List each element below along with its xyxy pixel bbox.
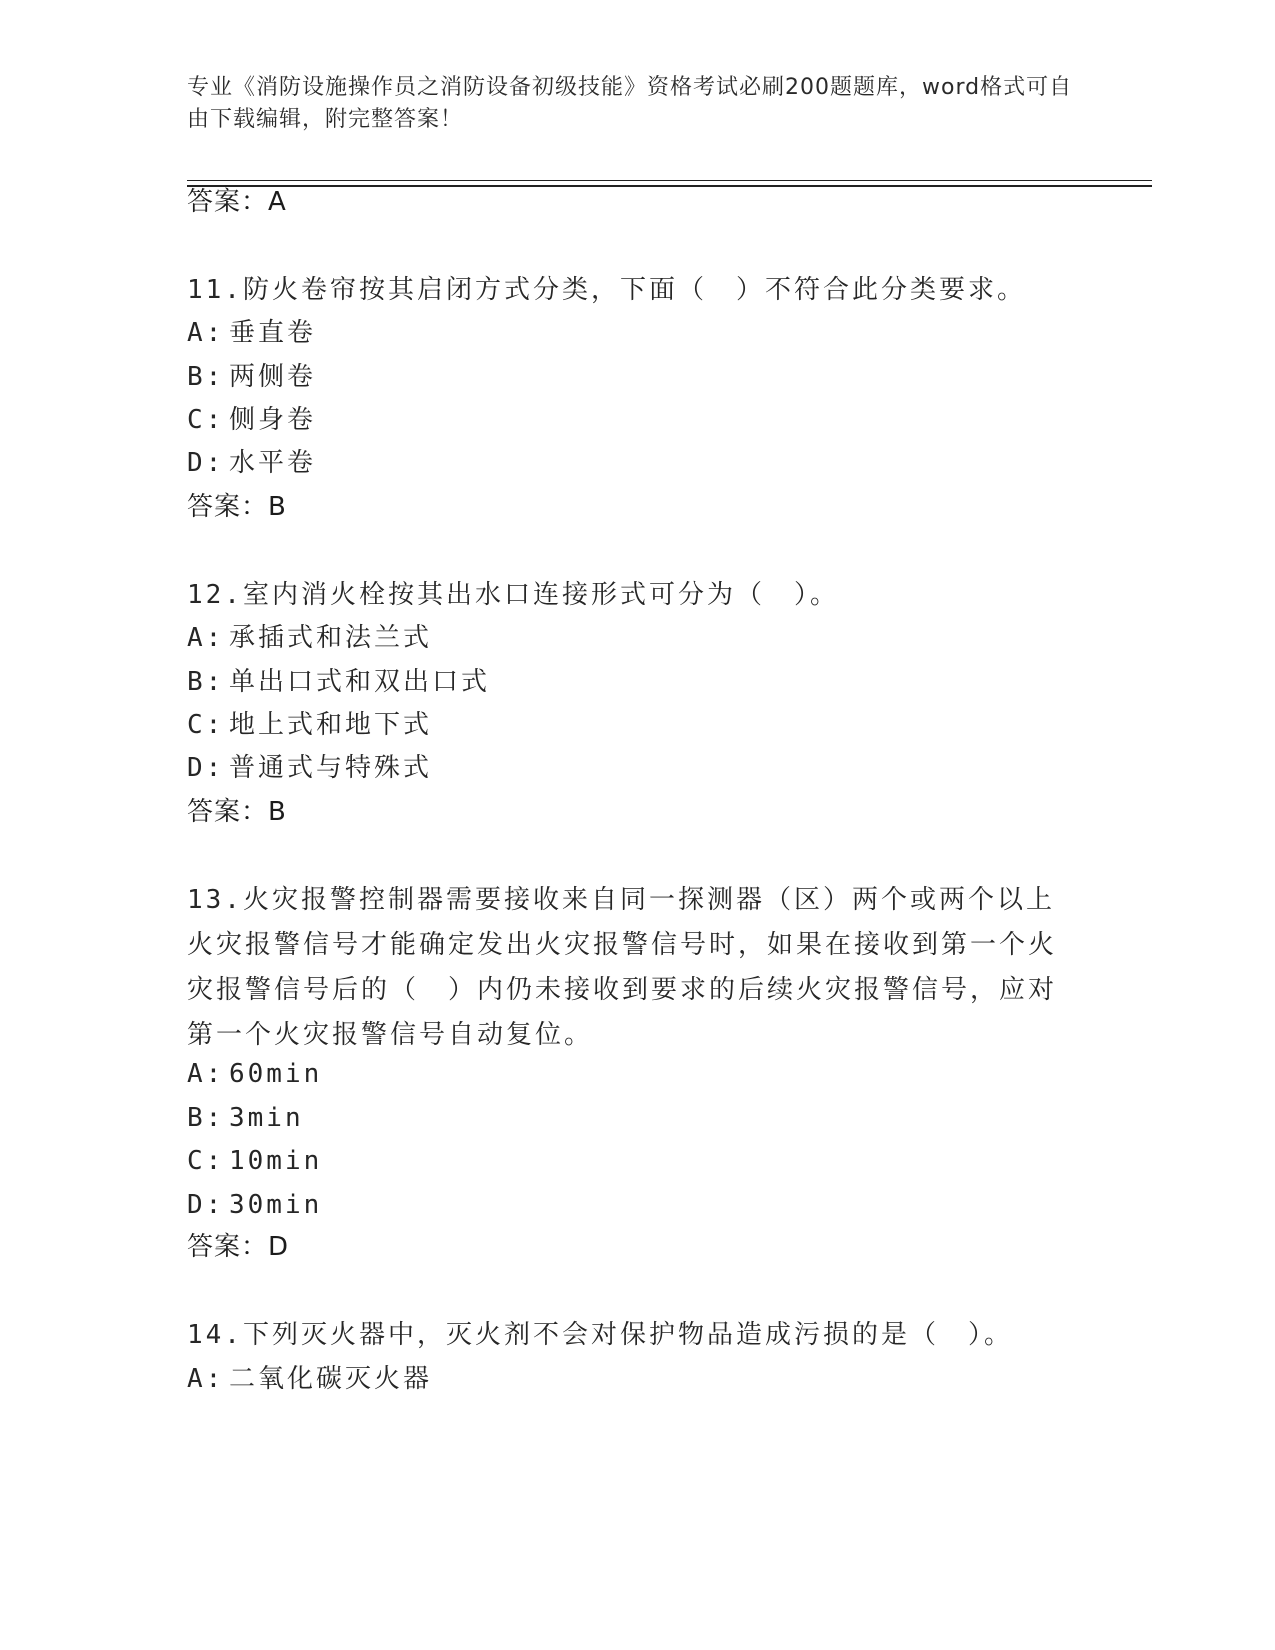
option-text: 垂直卷 [229, 318, 317, 348]
question-12-option-c [187, 703, 432, 748]
question-11-option-a [187, 311, 316, 356]
option-text: 承插式和法兰式 [229, 623, 433, 653]
question-13-option-b [187, 1096, 304, 1141]
question-13-stem: 13.火灾报警控制器需要接收来自同一探测器（区）两个或两个以上火灾报警信号才能确定发出火灾报警信号时，如果在接收到第一个火灾报警信号后的（ ）内仍未接收到要求的后续火灾报警信号，应对第一个火灾报警信号自动复位。 [187, 885, 1058, 1050]
question-13-option-a [187, 1052, 322, 1097]
answer-line-q12 [187, 790, 287, 835]
option-text: 单出口式和双出口式 [229, 667, 491, 697]
header-divider [187, 180, 1152, 187]
answer-value: A [268, 187, 287, 217]
answer-label: 答案： [187, 1232, 269, 1262]
option-key: C: [187, 405, 225, 435]
question-12-option-a [187, 616, 432, 661]
option-text: 60min [229, 1059, 323, 1089]
option-key: D: [187, 753, 225, 783]
answer-label: 答案： [187, 187, 269, 217]
option-text: 侧身卷 [229, 405, 317, 435]
answer-value: D [268, 1232, 290, 1262]
option-key: A: [187, 623, 225, 653]
question-11-stem: 11.防火卷帘按其启闭方式分类，下面（ ）不符合此分类要求。 [187, 275, 1026, 305]
option-key: C: [187, 710, 225, 740]
option-key: A: [187, 318, 225, 348]
option-text: 两侧卷 [229, 362, 317, 392]
answer-label: 答案： [187, 492, 269, 522]
option-text: 普通式与特殊式 [229, 753, 433, 783]
answer-line-q11 [187, 485, 287, 530]
option-key: B: [187, 667, 225, 697]
option-text: 3min [229, 1103, 304, 1133]
answer-value: B [268, 492, 287, 522]
answer-value: B [268, 797, 287, 827]
option-text: 水平卷 [229, 448, 317, 478]
question-11-option-b [187, 355, 316, 400]
option-key: D: [187, 1190, 225, 1220]
option-text: 地上式和地下式 [229, 710, 433, 740]
answer-label: 答案： [187, 797, 269, 827]
question-12-option-d [187, 746, 432, 791]
question-13-option-d [187, 1183, 322, 1228]
option-key: B: [187, 1103, 225, 1133]
option-key: C: [187, 1146, 225, 1176]
option-text: 10min [229, 1146, 323, 1176]
question-12-option-b [187, 660, 490, 705]
option-text: 30min [229, 1190, 323, 1220]
question-14-option-a [187, 1357, 432, 1402]
option-text: 二氧化碳灭火器 [229, 1364, 433, 1394]
answer-line-q10 [187, 180, 287, 225]
question-11-option-d [187, 441, 316, 486]
question-11-option-c [187, 398, 316, 443]
option-key: B: [187, 362, 225, 392]
option-key: A: [187, 1364, 225, 1394]
option-key: D: [187, 448, 225, 478]
question-13-option-c [187, 1139, 322, 1184]
question-12-stem: 12.室内消火栓按其出水口连接形式可分为（ ）。 [187, 580, 839, 610]
answer-line-q13 [187, 1225, 289, 1270]
question-14-stem: 14.下列灭火器中，灭火剂不会对保护物品造成污损的是（ ）。 [187, 1320, 1013, 1350]
option-key: A: [187, 1059, 225, 1089]
document-header: 专业《消防设施操作员之消防设备初级技能》资格考试必刷200题题库，word格式可自由下载编辑，附完整答案！ [187, 75, 1073, 132]
